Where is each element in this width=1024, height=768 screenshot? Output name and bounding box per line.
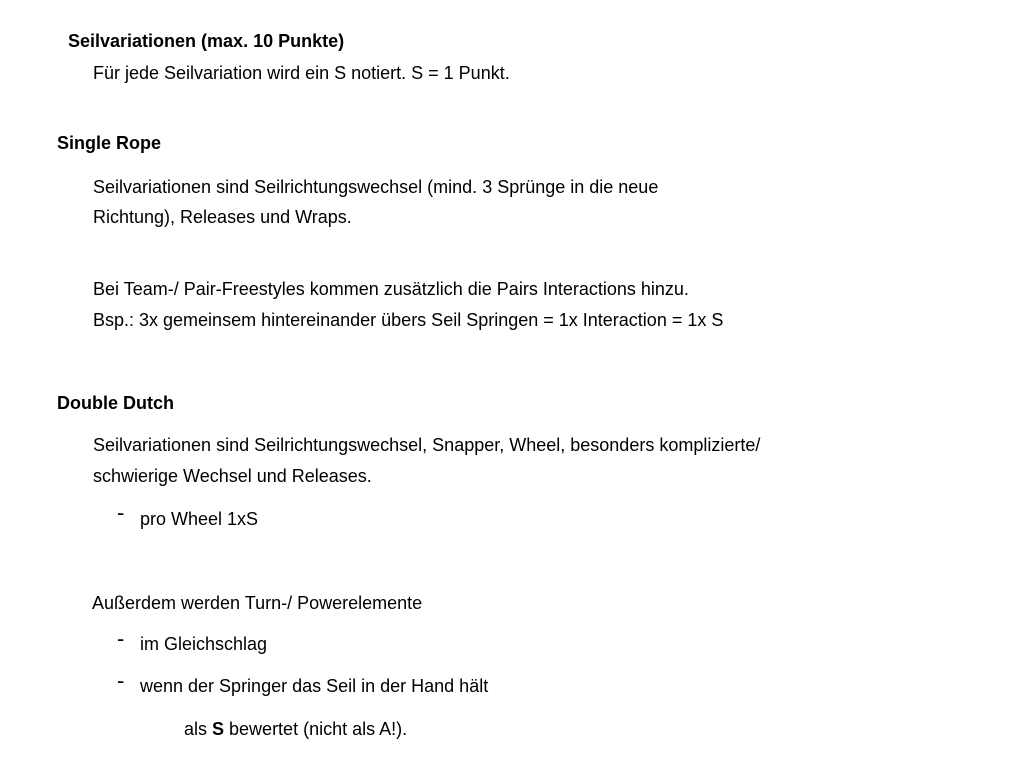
single-rope-paragraph-line: Richtung), Releases und Wraps. — [93, 207, 352, 227]
double-dutch-paragraph-line: Seilvariationen sind Seilrichtungswechsel, Snapper, Wheel, besonders komplizierte/ — [93, 435, 761, 455]
closing-prefix: als — [184, 719, 213, 739]
bullet-dash-icon: - — [117, 626, 125, 651]
section-heading-double-dutch: Double Dutch — [57, 393, 174, 413]
power-elements-intro: Außerdem werden Turn-/ Powerelemente — [92, 593, 423, 613]
bullet-dash-icon: - — [117, 500, 125, 525]
scoring-rule-text: Für jede Seilvariation wird ein S notiert. S = 1 Punkt. — [93, 63, 510, 83]
closing-suffix: bewertet (nicht als A!). — [224, 719, 408, 739]
closing-line — [184, 718, 407, 740]
bullet-dash-icon: - — [117, 668, 125, 693]
section-heading-seilvariationen: Seilvariationen (max. 10 Punkte) — [68, 31, 345, 51]
bullet-item: wenn der Springer das Seil in der Hand hält — [140, 676, 489, 696]
bullet-item: im Gleichschlag — [140, 634, 268, 654]
section-heading-single-rope: Single Rope — [57, 133, 162, 153]
double-dutch-paragraph-line: schwierige Wechsel und Releases. — [93, 466, 372, 486]
single-rope-paragraph-line: Seilvariationen sind Seilrichtungswechsel (mind. 3 Sprünge in die neue — [93, 177, 659, 197]
bullet-item: pro Wheel 1xS — [140, 509, 259, 529]
pairs-interaction-example-line: Bsp.: 3x gemeinsem hintereinander übers Seil Springen = 1x Interaction = 1x S — [93, 310, 724, 330]
closing-bold-s: S — [212, 719, 225, 739]
pairs-interaction-line: Bei Team-/ Pair-Freestyles kommen zusätzlich die Pairs Interactions hinzu. — [93, 279, 689, 299]
